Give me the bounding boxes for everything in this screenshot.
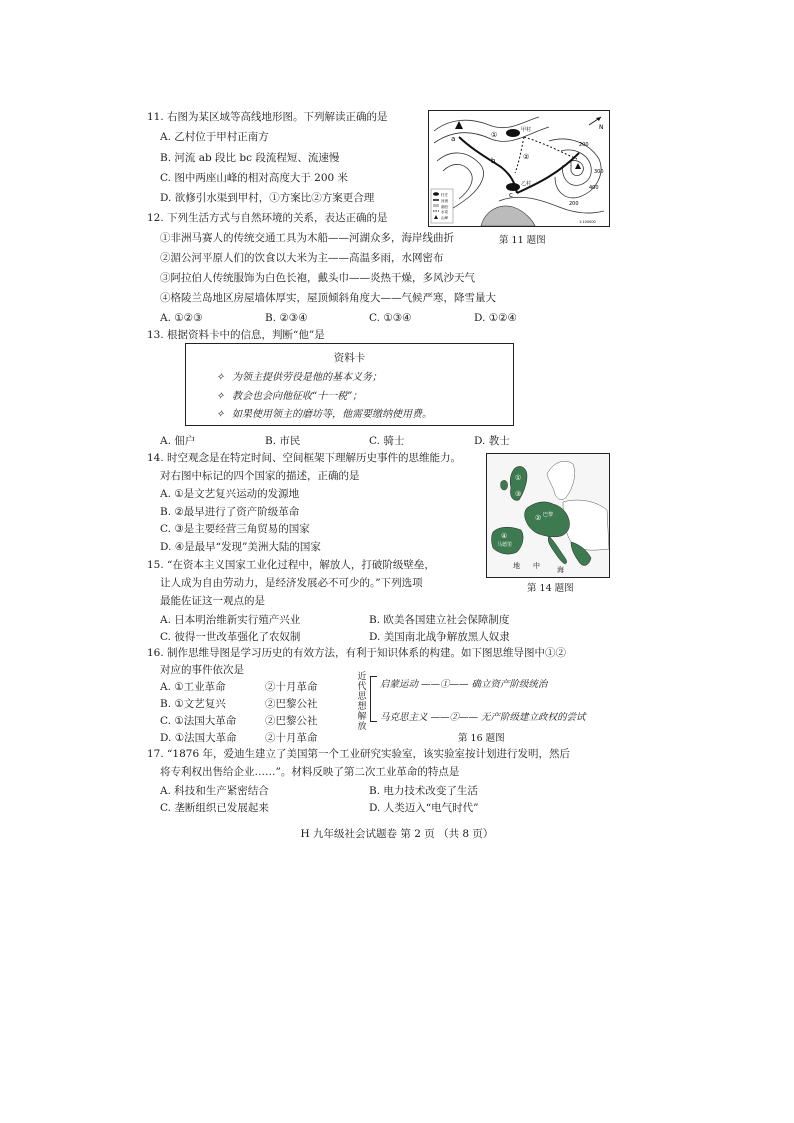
- q16-option-b[interactable]: B. ①文艺复兴: [160, 698, 226, 710]
- q17-stem-1: 17. “1876 年，爱迪生建立了美国第一个工业研究实验室，该实验室按计划进行发明，然后: [147, 748, 570, 760]
- q14-europe-map: [486, 453, 610, 578]
- q17-stem-2: 将专利权出售给企业……”。材料反映了第二次工业革命的特点是: [160, 766, 460, 778]
- q17-option-d[interactable]: D. 人类迈入“电气时代”: [369, 802, 479, 814]
- q16-caption: 第 16 题图: [458, 733, 505, 744]
- city-paris: 巴黎: [543, 512, 554, 518]
- card-item-3: ✧ 如果使用领主的磨坊等，他需要缴纳使用费。: [216, 409, 432, 420]
- q16-mindmap: [356, 672, 608, 732]
- q14-caption: 第 14 题图: [527, 583, 574, 594]
- q12-choice-b[interactable]: B. ②③④: [265, 312, 308, 324]
- bullet-icon: ✧: [216, 372, 225, 383]
- card-item-1: ✧ 为领主提供劳役是他的基本义务；: [216, 372, 382, 383]
- city-madrid: 马德里: [497, 542, 513, 548]
- q11-caption: 第 11 题图: [499, 235, 546, 246]
- q12-stem: 12. 下列生活方式与自然环境的关系，表达正确的是: [147, 212, 388, 224]
- q11-contour-map: [428, 110, 610, 227]
- q13-stem: 13. 根据资料卡中的信息，判断“他”是: [147, 329, 325, 341]
- contour-label-1: 200: [579, 142, 589, 148]
- bullet-icon: ✧: [216, 409, 225, 420]
- sea-label-3: 海: [557, 566, 564, 574]
- plan-1-label: ①: [491, 131, 498, 139]
- q12-choice-c[interactable]: C. ①③④: [369, 312, 412, 324]
- q17-option-c[interactable]: C. 垄断组织已发展起来: [160, 802, 269, 814]
- q16-option-b-2: ②巴黎公社: [265, 698, 318, 710]
- village-jia-label: 甲村: [521, 127, 532, 133]
- q14-option-c[interactable]: C. ③是主要经营三角贸易的国家: [160, 523, 310, 535]
- q15-stem-2: 让人成为自由劳动力，是经济发展必不可少的。”下列选项: [160, 577, 423, 589]
- q13-choice-c[interactable]: C. 骑士: [369, 435, 405, 447]
- village-yi-label: 乙村: [521, 181, 532, 187]
- q16-stem-1: 16. 制作思维导图是学习历史的有效方法，有利于知识体系的构建。如下图思维导图中①②: [147, 647, 567, 659]
- plan-2-label: ②: [523, 153, 530, 161]
- q11-option-c[interactable]: C. 图中两座山峰的相对高度大于 200 米: [160, 172, 349, 184]
- contour-label-3: 400: [589, 185, 599, 191]
- q16-option-a[interactable]: A. ①工业革命: [160, 681, 226, 693]
- q12-choice-a[interactable]: A. ①②③: [160, 312, 203, 324]
- mindmap-row-2: 马克思主义 ——②—— 无产阶级建立政权的尝试: [380, 712, 586, 723]
- q14-option-d[interactable]: D. ④是最早“发现”美洲大陆的国家: [160, 541, 321, 553]
- q16-option-a-2: ②十月革命: [265, 681, 318, 693]
- q16-option-d[interactable]: D. ①法国大革命: [160, 732, 237, 744]
- q13-choice-b[interactable]: B. 市民: [265, 435, 301, 447]
- map-label-1: ①: [515, 474, 522, 482]
- legend-river: 河流: [441, 199, 448, 203]
- q14-stem-1: 14. 时空观念是在特定时间、空间框架下理解历史事件的思维能力。: [147, 452, 462, 464]
- q11-option-d[interactable]: D. 欲修引水渠到甲村，①方案比②方案更合理: [160, 192, 375, 204]
- q15-option-a[interactable]: A. 日本明治维新实行殖产兴业: [160, 614, 301, 626]
- map-scale: 1:100000: [579, 220, 596, 224]
- legend-canal: 水渠: [441, 210, 448, 214]
- q15-stem-1: 15. “在资本主义国家工业化过程中，解放人，打破阶级壁垒，: [147, 559, 435, 571]
- bullet-icon: ✧: [216, 391, 225, 402]
- q17-option-a[interactable]: A. 科技和生产紧密结合: [160, 785, 269, 797]
- map-label-4: ④: [501, 532, 508, 540]
- mindmap-vertical-label: 近代思想解放: [357, 672, 367, 732]
- legend-peak: 山峰: [441, 216, 448, 220]
- q15-option-c[interactable]: C. 彼得一世改革强化了农奴制: [160, 631, 301, 643]
- card-title: 资料卡: [333, 352, 366, 364]
- europe-map-svg: [487, 454, 609, 577]
- q17-option-b[interactable]: B. 电力技术改变了生活: [369, 785, 478, 797]
- mindmap-brace: [370, 676, 377, 722]
- compass-north: N: [599, 124, 604, 131]
- resource-card: [185, 343, 514, 426]
- point-c-label: c: [509, 191, 513, 199]
- q15-option-d[interactable]: D. 美国南北战争解放黑人奴隶: [369, 631, 510, 643]
- mindmap-row-1: 启蒙运动 ——①—— 确立资产阶级统治: [380, 679, 548, 690]
- contour-label-4: 200: [569, 201, 579, 207]
- q11-option-b[interactable]: B. 河流 ab 段比 bc 段流程短、流速慢: [160, 152, 340, 164]
- legend-village: 村庄: [441, 193, 448, 197]
- q14-stem-2: 对右图中标记的四个国家的描述，正确的是: [160, 470, 360, 482]
- point-a-label: a: [451, 135, 456, 143]
- q14-option-a[interactable]: A. ①是文艺复兴运动的发源地: [160, 488, 300, 500]
- q16-option-c-2: ②巴黎公社: [265, 715, 318, 727]
- contour-label-2: 300: [594, 169, 604, 175]
- map-label-2: ②: [535, 514, 542, 522]
- legend-lake: 湖泊: [441, 205, 448, 209]
- page-footer: H 九年级社会试题卷 第 2 页 （共 8 页）: [300, 828, 494, 840]
- q11-option-a[interactable]: A. 乙村位于甲村正南方: [160, 131, 269, 143]
- q12-item-2: ②湄公河平原人们的饮食以大米为主——高温多雨，水网密布: [160, 252, 444, 264]
- q15-option-b[interactable]: B. 欧美各国建立社会保障制度: [369, 614, 510, 626]
- contour-map-svg: [429, 111, 609, 226]
- q15-stem-3: 最能佐证这一观点的是: [160, 595, 265, 607]
- q14-option-b[interactable]: B. ②最早进行了资产阶级革命: [160, 506, 300, 518]
- sea-label-2: 中: [533, 562, 540, 570]
- q12-item-1: ①非洲马赛人的传统交通工具为木船——河湖众多，海岸线曲折: [160, 232, 454, 244]
- sea-label-1: 地: [513, 562, 520, 570]
- q16-option-d-2: ②十月革命: [265, 732, 318, 744]
- q13-choice-d[interactable]: D. 教士: [474, 435, 510, 447]
- q12-item-3: ③阿拉伯人传统服饰为白色长袍，戴头巾——炎热干燥，多风沙天气: [160, 272, 475, 284]
- q16-option-c[interactable]: C. ①法国大革命: [160, 715, 237, 727]
- q12-choice-d[interactable]: D. ①②④: [474, 312, 517, 324]
- card-item-2: ✧ 教会也会向他征收“十一税”；: [216, 391, 363, 402]
- q11-stem: 11. 右图为某区域等高线地形图。下列解读正确的是: [147, 111, 388, 123]
- point-b-label: b: [491, 157, 496, 165]
- q13-choice-a[interactable]: A. 佃户: [160, 435, 196, 447]
- map-label-3: ③: [515, 490, 522, 498]
- q16-stem-2: 对应的事件依次是: [160, 664, 244, 676]
- q12-item-4: ④格陵兰岛地区房屋墙体厚实，屋顶倾斜角度大——气候严寒，降雪量大: [160, 292, 496, 304]
